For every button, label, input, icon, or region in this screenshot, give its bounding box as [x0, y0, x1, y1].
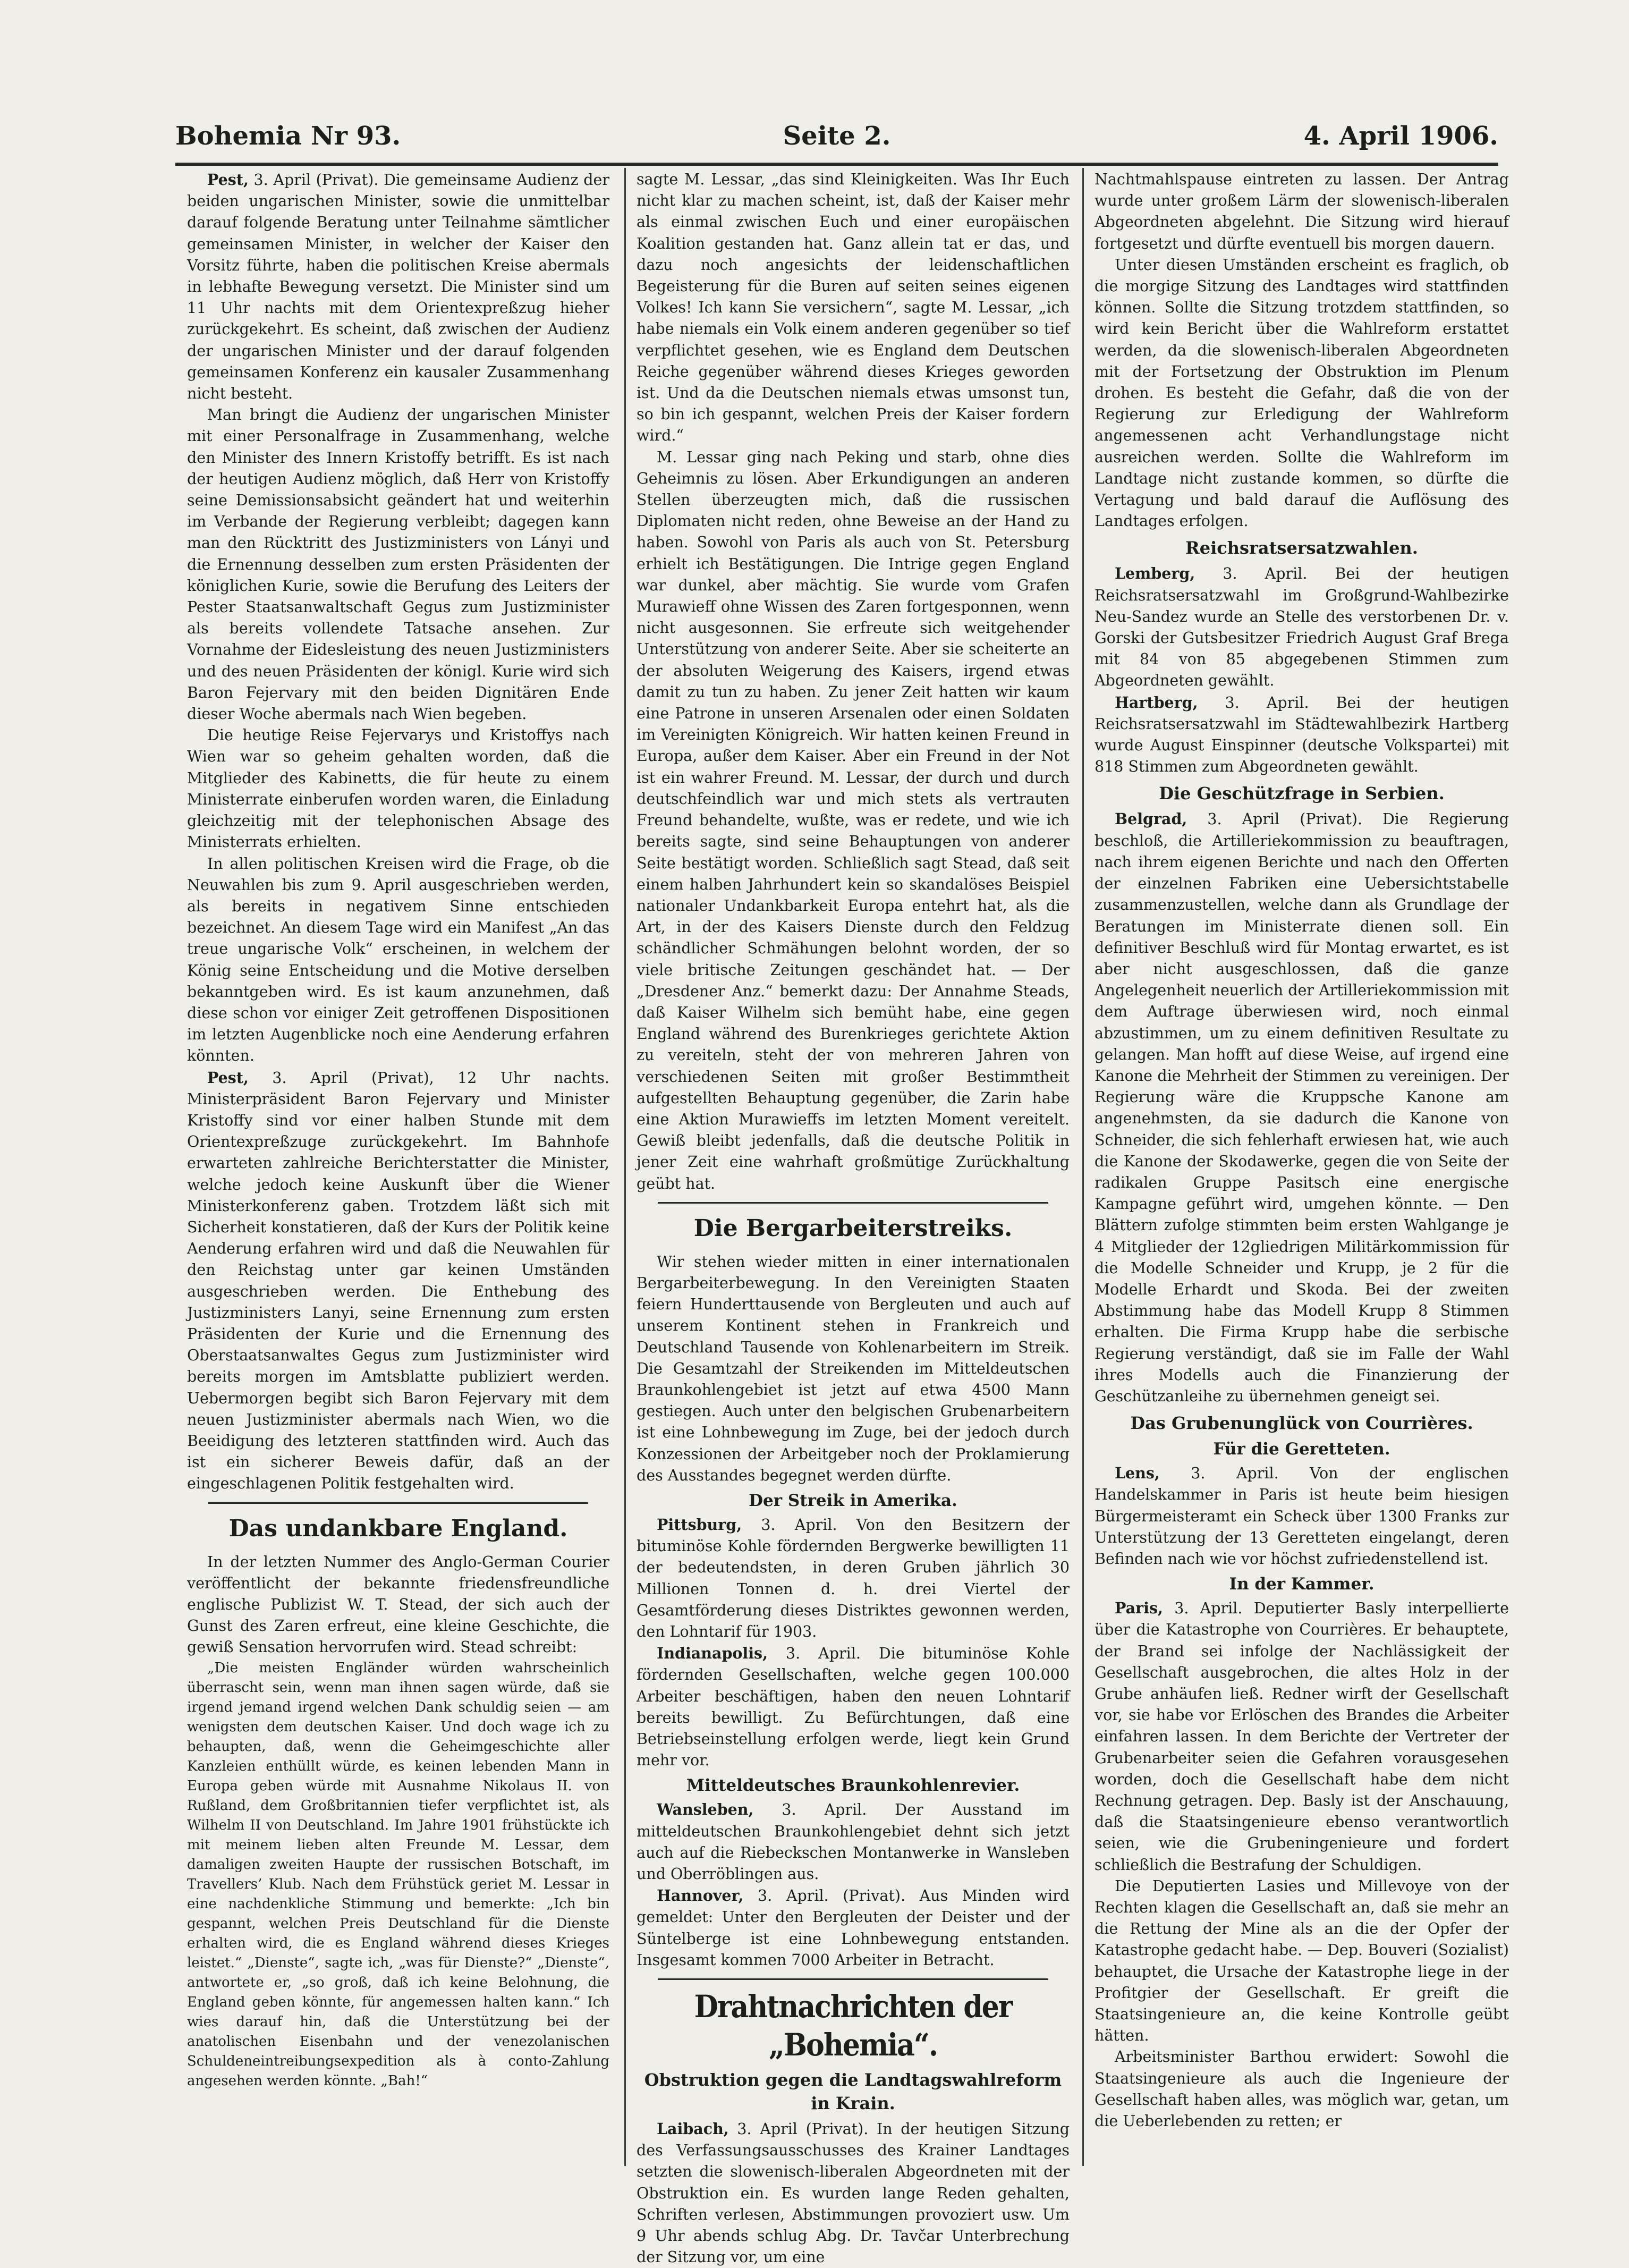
section-masthead: Drahtnachrichten der „Bohemia“. [694, 1988, 1012, 2063]
dateline: Hannover, [657, 1886, 744, 1905]
paragraph-text: 3. April. Bei der heutigen Reichsratsersatzwahl im Großgrund-Wahlbezirke Neu-Sandez wurde an Stelle des verstorbenen Dr. v. Gorski der Gutsbesitzer Friedrich August Graf Brega mit 84 von 85 abgegebenen Stimmen zum Abgeordneten gewählt. [1095, 565, 1509, 690]
article-paragraph [187, 1067, 609, 1495]
subheading: Obstruktion gegen die Landtagswahlreform in Krain. [644, 2070, 1062, 2114]
paragraph-text: 3. April. Von den Besitzern der bituminöse Kohle fördernden Bergwerke bewilligten 11 der bedeutendsten, in deren Gruben jährlich 30 Millionen Tonnen d. h. drei Viertel der Gesamtförderung dieses Distriktes gewonnen werden, den Lohntarif für 1903. [637, 1516, 1070, 1640]
subheading: Mitteldeutsches Braunkohlenrevier. [686, 1776, 1020, 1796]
article-paragraph: Die heutige Reise Fejervarys und Kristoffys nach Wien war so geheim gehalten worden, daß die Mitglieder des Kabinetts, die für heute zu einem Ministerrate einberufen worden waren, die Einladung gleichzeitig mit der telephonischen Absage des Ministerrats erhielten. [187, 726, 609, 851]
header-issue: Bohemia Nr 93. [175, 121, 401, 151]
dateline: Pest, [207, 1068, 249, 1087]
column-divider-1 [624, 168, 626, 2166]
subheading: In der Kammer. [1229, 1575, 1375, 1594]
column-1 [187, 169, 609, 2146]
article-paragraph [637, 1643, 1070, 1771]
paragraph-text: 3. April. Der Ausstand im mitteldeutschen Braunkohlengebiet dehnt sich jetzt auch auf die Riebeckschen Montanwerke in Wansleben und Oberröblingen aus. [637, 1801, 1070, 1883]
header-rule [175, 163, 1498, 166]
subheading: Reichsratsersatzwahlen. [1185, 538, 1418, 558]
section-divider [208, 1502, 588, 1504]
dateline: Hartberg, [1115, 693, 1198, 712]
paragraph-text: 3. April (Privat). Die Regierung beschloß, die Artilleriekommission zu beauftragen, nach ihrem eigenen Berichte und nach den Offerten der einzelnen Fabriken eine Uebersichtstabelle zusammenzustellen, welche dann als Grundlage der Beratungen im Ministerrate dienen soll. Ein definitiver Beschluß wird für Montag erwartet, es ist aber nicht ausgeschlossen, daß die ganze Angelegenheit neuerlich der Artilleriekommission mit dem Auftrage überwiesen wird, noch einmal abzustimmen, um zu einem definitiven Resultate zu gelangen. Man hofft auf diese Weise, auf irgend eine Kanone die Mehrheit der Stimmen zu vereinigen. Der Regierung wäre die Kruppsche Kanone am angenehmsten, da sie dadurch die Kanone von Schneider, die sich fehlerhaft erwiesen hat, wie auch die Kanone der Skodawerke, gegen die von Seite der radikalen Gruppe Pasitsch eine energische Kampagne geführt wird, umgehen könnte. — Den Blättern zufolge stimmten beim ersten Wahlgange je 4 Mitglieder der 12gliedrigen Militärkommission für die Modelle Schneider und Krupp, je 2 für die Modelle Erhardt und Skoda. Bei der zweiten Abstimmung habe das Modell Krupp 8 Stimmen erhalten. Die Firma Krupp habe die serbische Regierung verständigt, daß sie im Falle der Wahl ihres Modells auch die Finanzierung der Geschützanleihe zu übernehmen geneigt sei. [1095, 810, 1509, 1405]
paragraph-text: 3. April. Deputierter Basly interpellierte über die Katastrophe von Courrières. Er behauptete, der Brand sei infolge der Nachlässigkeit der Gesellschaft ausgebrochen, die altes Holz in der Grube anhäufen ließ. Redner wirft der Gesellschaft vor, sie habe vor Erlöschen des Brandes die Arbeiter einfahren lassen. In dem Berichte der Vertreter der Grubenarbeiter seien die Gefahren vorausgesehen worden, doch die Gesellschaft habe dem nicht Rechnung getragen. Dep. Basly ist der Anschauung, daß die Staatsingenieure ebenso verantwortlich seien, wie die Grubeningenieure und fordert schließlich die Bestrafung der Schuldigen. [1095, 1600, 1509, 1874]
column-3 [1095, 169, 1509, 2146]
article-paragraph [187, 169, 609, 404]
dateline: Lemberg, [1115, 564, 1195, 583]
article-paragraph: Unter diesen Umständen erscheint es fraglich, ob die morgige Sitzung des Landtages wird stattfinden können. Sollte die Sitzung trotzdem stattfinden, so wird kein Bericht über die Wahlreform erstattet werden, da die slowenisch-liberalen Abgeordneten mit der Fortsetzung der Obstruktion im Plenum drohen. Es besteht die Gefahr, daß die von der Regierung zur Erledigung der Wahlreform angemessenen acht Verhandlungstage nicht ausreichen werden. Sollte die Wahlreform im Landtage nicht zustande kommen, so dürfte die Vertagung und bald darauf die Auflösung des Landtages erfolgen. [1095, 256, 1509, 530]
dateline: Pittsburg, [657, 1515, 742, 1534]
dateline: Paris, [1115, 1599, 1163, 1618]
article-paragraph [637, 2118, 1070, 2268]
paragraph-text: 3. April (Privat). In der heutigen Sitzung des Verfassungsausschusses des Krainer Landtages setzten die slowenisch-liberalen Abgeordneten mit der Obstruktion ein. Es wurden lange Reden gehalten, Schriften verlesen, Abstimmungen provoziert usw. Um 9 Uhr abends schlug Abg. Dr. Tavčar Unterbrechung der Sitzung vor, um eine [637, 2120, 1070, 2266]
dateline: Indianapolis, [657, 1644, 768, 1663]
article-paragraph: sagte M. Lessar, „das sind Kleinigkeiten. Was Ihr Euch nicht klar zu machen scheint, ist, daß der Kaiser mehr als einmal zwischen Euch und einer europäischen Koalition gestanden hat. Ganz allein tat er das, und dazu noch angesichts der leidenschaftlichen Begeisterung für die Buren auf seiten seines eigenen Volkes! Ich kann Sie versichern“, sagte M. Lessar, „ich habe niemals ein Volk einem anderen gegenüber so tief verpflichtet gesehen, wie es England dem Deutschen Reiche gegenüber während dieses Krieges geworden ist. Und da die Deutschen niemals etwas umsonst tun, so bin ich gespannt, welchen Preis der Kaiser fordern wird.“ [637, 171, 1070, 445]
subheading: Der Streik in Amerika. [749, 1491, 957, 1510]
article-paragraph: In der letzten Nummer des Anglo-German Courier veröffentlicht der bekannte friedensfreundliche englische Publizist W. T. Stead, der sich auch der Gunst des Zaren erfreut, eine kleine Geschichte, die gewiß Sensation hervorrufen wird. Stead schreibt: [187, 1553, 609, 1656]
paragraph-text: 3. April. Bei der heutigen Reichsratsersatzwahl im Städtewahlbezirk Hartberg wurde August Einspinner (deutsche Volkspartei) mit 818 Stimmen zum Abgeordneten gewählt. [1095, 693, 1509, 776]
paragraph-text: 3. April. Von der englischen Handelskammer in Paris ist heute beim hiesigen Bürgermeisteramt ein Scheck über 1300 Franks zur Unterstützung der 13 Geretteten eingelangt, deren Befinden nach wie vor höchst zufriedenstellend ist. [1095, 1465, 1509, 1568]
article-paragraph: In allen politischen Kreisen wird die Frage, ob die Neuwahlen bis zum 9. April ausgeschrieben werden, als bereits in negativem Sinne entschieden bezeichnet. An diesem Tage wird ein Manifest „An das treue ungarische Volk“ erscheinen, in welchem der König seine Entscheidung und die Motive derselben bekanntgeben wird. Es ist kaum anzunehmen, daß diese schon vor einiger Zeit getroffenen Dispositionen im letzten Augenblicke noch eine Aenderung erfahren könnten. [187, 854, 609, 1065]
column-2 [637, 169, 1070, 2266]
subheading: Das Grubenunglück von Courrières. [1130, 1413, 1473, 1434]
article-paragraph [1095, 1597, 1509, 1876]
section-divider [658, 1978, 1048, 1980]
quote-paragraph: „Die meisten Engländer würden wahrscheinlich überrascht sein, wenn man ihnen sagen würde, daß sie irgend jemand irgend welchen Dank schuldig seien — am wenigsten dem deutschen Kaiser. Und doch wage ich zu behaupten, daß, wenn die Geheimgeschichte aller Kanzleien enthüllt würde, es keinen lebenden Mann in Europa geben würde mit Ausnahme Nikolaus II. von Rußland, dem Großbritannien tiefer verpflichtet ist, als Wilhelm II von Deutschland. Im Jahre 1901 frühstückte ich mit meinem lieben alten Freunde M. Lessar, dem damaligen zweiten Haupte der russischen Botschaft, im Travellers’ Klub. Nach dem Frühstück geriet M. Lessar in eine nachdenkliche Stimmung und bemerkte: „Ich bin gespannt, welchen Preis Deutschland für die Dienste erhalten wird, die es England während dieses Krieges leistet.“ „Dienste“, sagte ich, „was für Dienste?“ „Dienste“, antwortete er, „so groß, daß ich keine Belohnung, die England geben könnte, für angemessen halten kann.“ Ich wies darauf hin, daß die Unterstützung bei der anatolischen Eisenbahn und der venezolanischen Schuldeneintreibungsexpedition als à conto-Zahlung angesehen werden könnte. „Bah!“ [187, 1660, 609, 2089]
article-paragraph: M. Lessar ging nach Peking und starb, ohne dies Geheimnis zu lösen. Aber Erkundigungen an anderen Stellen überzeugten mich, daß die russischen Diplomaten nicht reden, ohne Beweise an der Hand zu haben. Sowohl von Paris als auch von St. Petersburg erhielt ich Bestätigungen. Die Intrige gegen England war dunkel, aber mächtig. Sie wurde vom Grafen Murawieff ohne Wissen des Zaren fortgesponnen, wenn nicht ausgesonnen. Sie erfreute sich weitgehender Unterstützung von anderer Seite. Aber sie scheiterte an der absoluten Weigerung des Kaisers, irgend etwas damit zu tun zu haben. Zu jener Zeit hatten wir kaum eine Patrone in unseren Arsenalen oder einen Soldaten im Vereinigten Königreich. Wir hatten keinen Freund in Europa, außer dem Kaiser. Aber ein Freund in der Not ist ein wahrer Freund. M. Lessar, der durch und durch deutschfeindlich war und mich stets als vertrauten Freund behandelte, wußte, was er redete, und wie ich bereits sagte, sind seine Behauptungen von anderer Seite bestätigt worden. Schließlich sagt Stead, daß seit einem halben Jahrhundert kein so skandalöses Beispiel nationaler Undankbarkeit Europa entehrt hat, als die Art, in der des Kaisers Dienste durch den Feldzug schändlicher Schmähungen belohnt worden, der so viele britische Zeitungen geschändet hat. — Der „Dresdener Anz.“ bemerkt dazu: Der Annahme Steads, daß Kaiser Wilhelm sich bemüht habe, eine gegen England während des Burenkrieges gerichtete Aktion zu vereiteln, steht der von mehreren Jahren von verschiedenen Seiten mit großer Bestimmtheit aufgestellten Behauptung gegenüber, die Zarin habe eine Aktion Murawieffs im letzten Moment vereitelt. Gewiß bleibt jedenfalls, daß die deutsche Politik in jener Zeit eine wahrhaft großmütige Zurückhaltung geübt hat. [637, 448, 1070, 1192]
subheading: Die Geschützfrage in Serbien. [1159, 783, 1445, 804]
header-page-number: Seite 2. [783, 121, 891, 151]
article-paragraph: Man bringt die Audienz der ungarischen Minister mit einer Personalfrage in Zusammenhang, welche den Minister des Innern Kristoffy betrifft. Es ist nach der heutigen Audienz möglich, daß Herr von Kristoffy seine Demissionsabsicht geändert hat und weiterhin im Verbande der Regierung verbleibt; dagegen kann man den Rücktritt des Justizministers von Lányi und die Ernennung desselben zum ersten Präsidenten der königlichen Kurie, sowie die Berufung des Leiters der Pester Staatsanwaltschaft Gegus zum Justizminister als bereits vollendete Tatsache ansehen. Zur Vornahme der Eidesleistung des neuen Justizministers und des neuen Präsidenten der königl. Kurie wird sich Baron Fejervary mit den beiden Dignitären Ende dieser Woche abermals nach Wien begeben. [187, 406, 609, 723]
article-paragraph [1095, 563, 1509, 691]
paragraph-text: 3. April. Die bituminöse Kohle fördernden Gesellschaften, welche gegen 100.000 Arbeiter beschäftigen, haben den neuen Lohntarif bereits bewilligt. Zu Befürchtungen, daß eine Betriebseinstellung erfolgen werde, liegt kein Grund mehr vor. [637, 1645, 1070, 1770]
subheading: Für die Geretteten. [1213, 1440, 1390, 1459]
article-paragraph [637, 1885, 1070, 1971]
paragraph-text: 3. April. (Privat). Aus Minden wird gemeldet: Unter den Bergleuten der Deister und der Süntelberge ist eine Lohnbewegung entstanden. Insgesamt kommen 7000 Arbeiter in Betracht. [637, 1887, 1070, 1969]
column-divider-2 [1082, 168, 1084, 2166]
dateline: Wansleben, [657, 1800, 754, 1819]
article-headline: Das undankbare England. [228, 1514, 568, 1542]
dateline: Laibach, [657, 2120, 729, 2138]
paragraph-text: 3. April (Privat), 12 Uhr nachts. Ministerpräsident Baron Fejervary und Minister Kristoffy sind vor einer halben Stunde mit dem Orientexpreßzuge zurückgekehrt. Im Bahnhofe erwarteten zahlreiche Berichterstatter die Minister, welche jedoch keine Auskunft über die Wiener Ministerkonferenz gaben. Trotzdem läßt sich mit Sicherheit konstatieren, daß der Kurs der Politik keine Aenderung erfahren wird und daß die Neuwahlen für den Reichstag unter gar keinen Umständen ausgeschrieben werden. Die Enthebung des Justizministers Lanyi, seine Ernennung zum ersten Präsidenten der Kurie und die Ernennung des Oberstaatsanwaltes Gegus zum Justizminister wird bereits morgen im Amtsblatte publiziert werden. Uebermorgen begibt sich Baron Fejervary mit dem neuen Justizminister abermals nach Wien, wo die Beeidigung des letzteren stattfinden wird. Auch das ist ein sicherer Beweis dafür, daß an der eingeschlagenen Politik festgehalten wird. [187, 1069, 609, 1493]
article-paragraph [637, 1799, 1070, 1885]
dateline: Belgrad, [1115, 810, 1187, 828]
article-paragraph [637, 1514, 1070, 1643]
header-date: 4. April 1906. [1303, 121, 1498, 151]
article-paragraph: Arbeitsminister Barthou erwidert: Sowohl die Staatsingenieure als auch die Ingenieure der Gesellschaft haben alles, was möglich war, getan, um die Ueberlebenden zu retten; er [1095, 2048, 1509, 2130]
page-header [175, 121, 1498, 164]
article-headline: Die Bergarbeiterstreiks. [693, 1214, 1013, 1242]
article-paragraph [1095, 808, 1509, 1407]
article-paragraph [1095, 1462, 1509, 1570]
dateline: Pest, [207, 171, 249, 189]
dateline: Lens, [1115, 1464, 1160, 1483]
article-paragraph [1095, 692, 1509, 778]
section-divider [658, 1202, 1048, 1204]
article-paragraph: Nachtmahlspause eintreten zu lassen. Der Antrag wurde unter großem Lärm der slowenisch-liberalen Abgeordneten abgelehnt. Die Sitzung wird hierauf fortgesetzt und dürfte eventuell bis morgen dauern. [1095, 171, 1509, 252]
article-paragraph: Wir stehen wieder mitten in einer internationalen Bergarbeiterbewegung. In den Vereinigten Staaten feiern Hunderttausende von Bergleuten und auch auf unserem Kontinent stehen in Frankreich und Deutschland Tausende von Kohlenarbeitern im Streik. Die Gesamtzahl der Streikenden im Mitteldeutschen Braunkohlengebiet ist jetzt auf etwa 4500 Mann gestiegen. Auch unter den belgischen Grubenarbeitern ist eine Lohnbewegung im Zuge, bei der jedoch durch Konzessionen der Arbeitgeber noch der Proklamierung des Ausstandes begegnet werden dürfte. [637, 1253, 1070, 1484]
paragraph-text: 3. April (Privat). Die gemeinsame Audienz der beiden ungarischen Minister, sowie die unmittelbar darauf folgende Beratung unter Teilnahme sämtlicher gemeinsamen Minister, in welcher der Kaiser den Vorsitz führte, haben die politischen Kreise abermals in lebhafte Bewegung versetzt. Die Minister sind um 11 Uhr nachts mit dem Orientexpreßzug hieher zurückgekehrt. Es scheint, daß zwischen der Audienz der ungarischen Minister und der darauf folgenden gemeinsamen Konferenz ein kausaler Zusammenhang nicht besteht. [187, 171, 609, 403]
article-paragraph: Die Deputierten Lasies und Millevoye von der Rechten klagen die Gesellschaft an, daß sie mehr an die Rettung der Mine als an die der Opfer der Katastrophe gedacht habe. — Dep. Bouveri (Sozialist) behauptet, die Ursache der Katastrophe liege in der Profitgier der Gesellschaft. Er greift die Staatsingenieure an, die keine Kontrolle geübt hätten. [1095, 1877, 1509, 2045]
